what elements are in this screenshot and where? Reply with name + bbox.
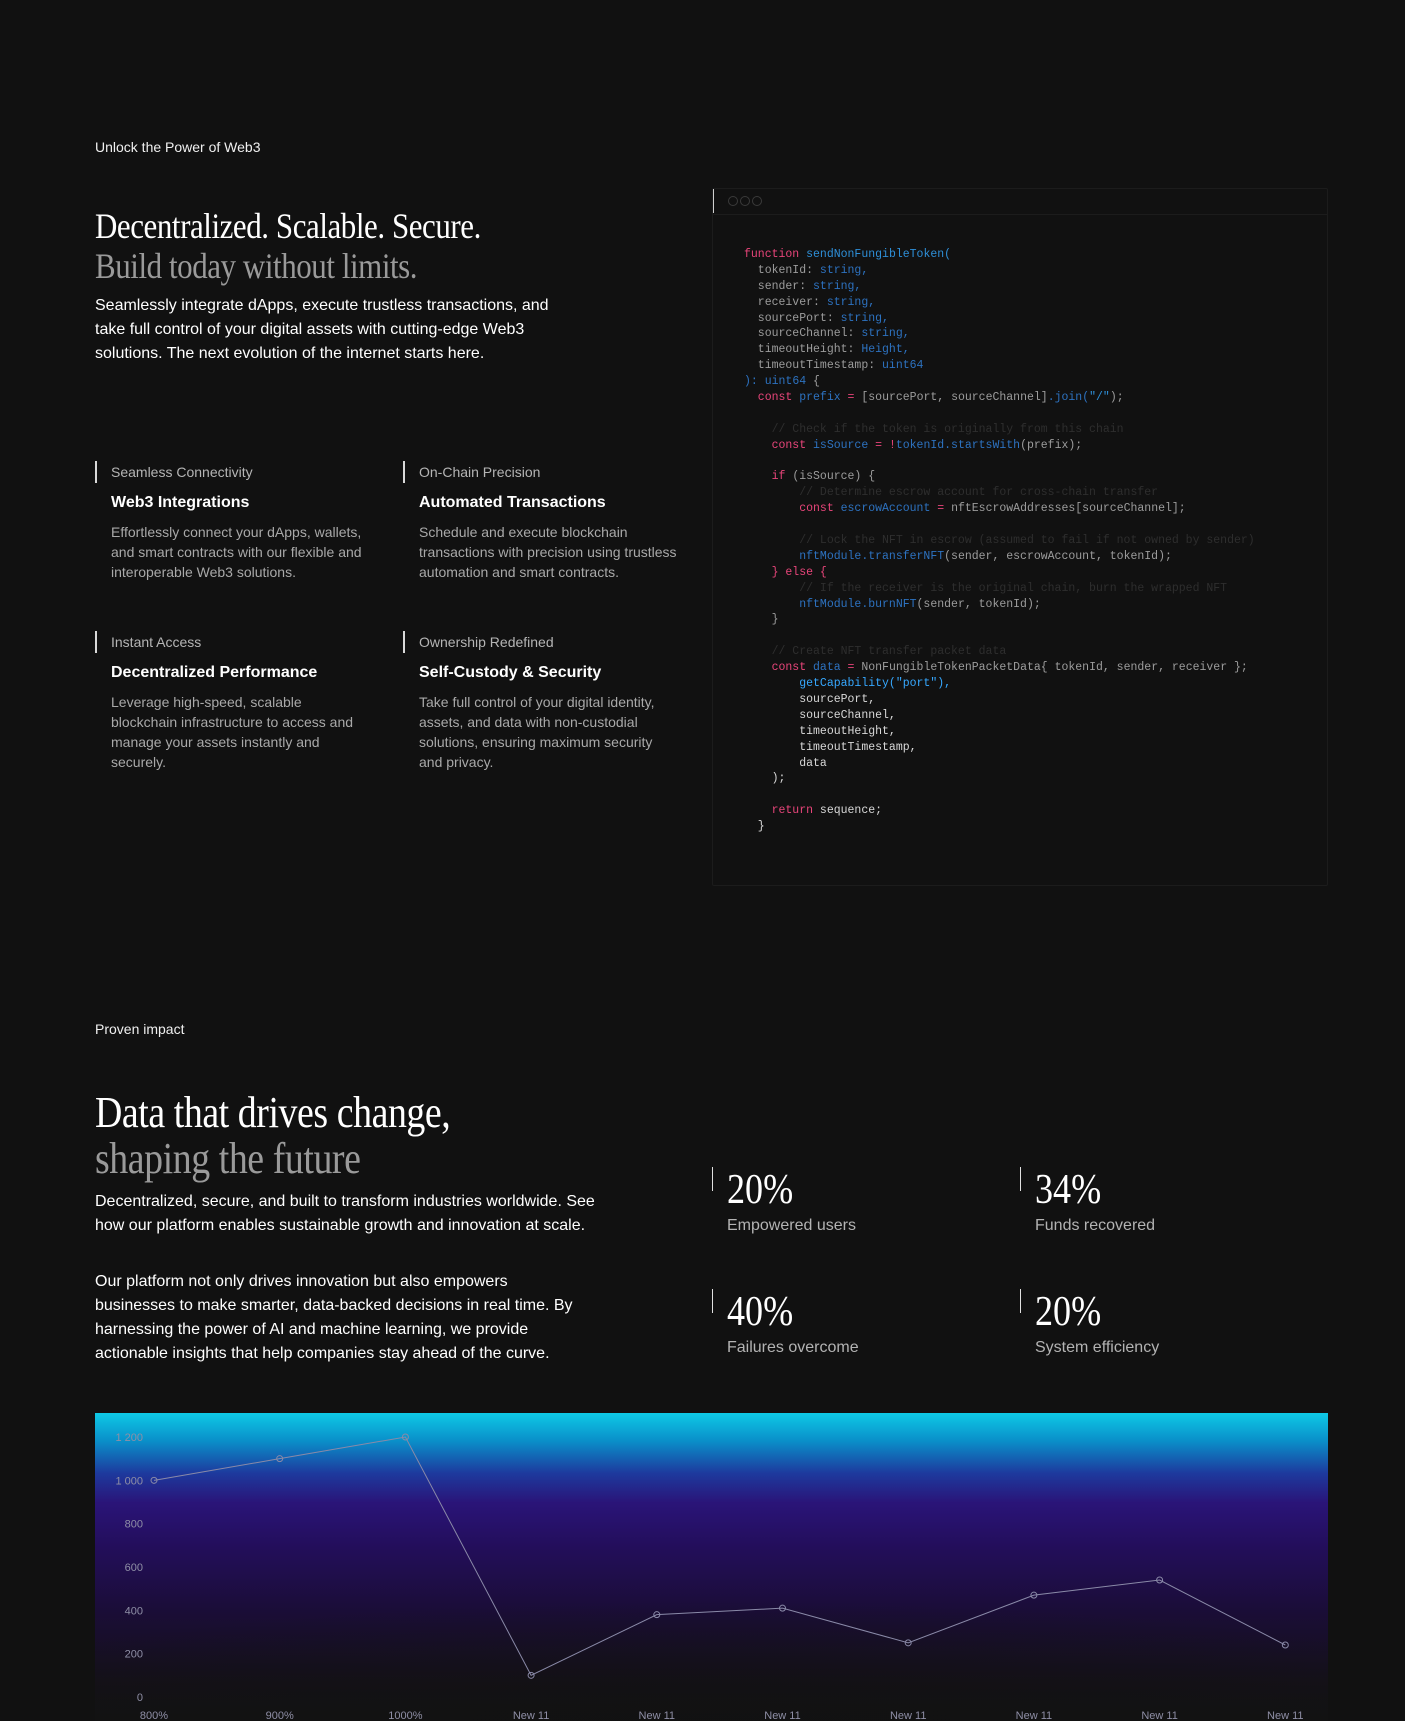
code-token: } — [744, 820, 765, 834]
x-tick-label: New 11 — [1267, 1710, 1304, 1721]
code-token: const — [744, 438, 814, 452]
stat-item — [712, 1289, 1012, 1357]
code-token: sequence; — [819, 804, 883, 818]
code-token: uint64 — [882, 359, 924, 373]
code-token: nftModule.burnNFT — [744, 597, 917, 611]
code-line — [744, 676, 1255, 692]
code-token: = — [840, 661, 862, 675]
accent-bar — [403, 461, 405, 483]
feature-card — [95, 461, 370, 582]
code-line — [744, 422, 1255, 438]
x-tick-label: New 11 — [889, 1710, 927, 1721]
code-line — [744, 724, 1255, 740]
accent-bar — [712, 1289, 713, 1313]
code-line — [744, 501, 1255, 517]
code-line — [744, 549, 1255, 565]
code-token: .join( — [1047, 391, 1090, 405]
code-token: sourcePort: — [744, 311, 841, 325]
code-token: function — [744, 248, 807, 261]
code-token: Height, — [861, 343, 910, 357]
feature-category: Ownership Redefined — [419, 634, 554, 650]
stat-label: Funds recovered — [1035, 1217, 1156, 1234]
code-token: sendNonFungibleToken( — [806, 248, 952, 261]
code-line — [744, 311, 1255, 327]
circle-icon[interactable] — [752, 196, 762, 206]
code-token: // Determine escrow account for cross-chain transfer — [744, 486, 1159, 500]
stat-item — [1020, 1167, 1320, 1235]
headline-primary: Decentralized. Scalable. Secure. — [95, 206, 481, 246]
stat-label: Empowered users — [727, 1217, 856, 1234]
code-token: string, — [813, 279, 862, 293]
code-token: sourceChannel: — [744, 327, 862, 341]
code-token: ); — [744, 772, 786, 786]
code-line — [744, 612, 1255, 628]
y-tick-label: 600 — [124, 1562, 143, 1574]
code-token: { — [806, 375, 820, 389]
code-token: // If the receiver is the original chain, burn the wrapped NFT — [744, 581, 1228, 595]
stat-value: 34% — [1035, 1167, 1102, 1213]
code-line — [744, 628, 1255, 644]
code-line — [744, 247, 1255, 263]
code-token: escrowAccount — [840, 502, 931, 516]
feature-title: Automated Transactions — [419, 494, 606, 511]
code-token: ); — [1109, 391, 1124, 405]
code-token: return — [744, 804, 820, 818]
code-token: nftModule.transferNFT — [744, 549, 945, 563]
code-token: // Check if the token is originally from this chain — [744, 422, 1124, 436]
feature-title: Web3 Integrations — [111, 494, 250, 511]
code-token: (isSource) { — [792, 470, 876, 484]
code-token: isSource — [813, 438, 869, 452]
page-title — [95, 206, 481, 286]
stat-value: 20% — [1035, 1289, 1102, 1335]
y-tick-label: 1 000 — [115, 1475, 143, 1488]
code-token: // Lock the NFT in escrow (assumed to fail if not owned by sender) — [744, 534, 1255, 548]
code-window-titlebar — [713, 189, 1327, 215]
feature-card — [403, 631, 678, 772]
headline-secondary: Build today without limits. — [95, 246, 418, 286]
code-line — [744, 692, 1255, 708]
code-token: string, — [840, 311, 889, 325]
feature-description: Schedule and execute blockchain transactions with precision using trustless automation and smart contracts. — [419, 524, 677, 580]
code-window — [712, 188, 1328, 886]
stat-label: Failures overcome — [727, 1339, 859, 1356]
chart-svg — [95, 1413, 1328, 1721]
code-line — [744, 485, 1255, 501]
code-token: if — [744, 470, 793, 484]
circle-icon[interactable] — [728, 196, 738, 206]
accent-bar — [1020, 1289, 1021, 1313]
code-line — [744, 803, 1255, 819]
y-tick-label: 200 — [124, 1648, 143, 1661]
y-tick-label: 400 — [124, 1605, 143, 1618]
stat-label: System efficiency — [1035, 1339, 1160, 1356]
x-tick-label: New 11 — [1015, 1710, 1053, 1721]
accent-bar — [1020, 1167, 1021, 1191]
code-line — [744, 756, 1255, 772]
code-token: const — [744, 391, 800, 405]
x-tick-label: New 11 — [512, 1710, 550, 1721]
code-token: sender: — [744, 279, 814, 293]
code-token: timeoutTimestamp: — [744, 359, 883, 373]
code-line — [744, 358, 1255, 374]
code-line — [744, 771, 1255, 787]
code-line — [744, 644, 1255, 660]
code-line — [744, 406, 1255, 422]
code-line — [744, 342, 1255, 358]
y-tick-label: 0 — [136, 1692, 143, 1704]
code-line — [744, 660, 1255, 676]
stat-value: 20% — [727, 1167, 794, 1213]
stat-item — [712, 1167, 1012, 1235]
code-line — [744, 454, 1255, 470]
code-token: = ! — [868, 438, 896, 452]
code-line — [744, 708, 1255, 724]
code-token: tokenId.startsWith — [895, 438, 1021, 452]
section-eyebrow: Unlock the Power of Web3 — [95, 139, 261, 155]
code-line — [744, 279, 1255, 295]
code-token: timeoutTimestamp, — [744, 740, 917, 754]
headline-secondary: shaping the future — [95, 1134, 361, 1183]
series-line — [154, 1437, 1285, 1675]
code-token: string, — [861, 327, 910, 341]
code-token: nftEscrowAddresses[sourceChannel]; — [951, 502, 1186, 516]
accent-bar — [403, 631, 405, 653]
feature-title: Self-Custody & Security — [419, 664, 602, 681]
code-token: string, — [826, 295, 876, 309]
code-token: ): — [744, 375, 765, 389]
code-token: sourcePort, — [744, 692, 876, 706]
code-block — [744, 247, 1255, 835]
stat-item — [1020, 1289, 1320, 1357]
line-chart — [95, 1413, 1328, 1721]
code-line — [744, 819, 1255, 835]
code-token: string, — [819, 263, 869, 277]
section-body: Our platform not only drives innovation but also empowers businesses to make smarter, data-backed decisions in real time. By harnessing the power of AI and machine learning, we provide actionable insights that help companies stay ahead of the curve. — [95, 1273, 573, 1362]
code-line — [744, 581, 1255, 597]
code-token: data — [744, 756, 827, 770]
y-tick-label: 1 200 — [115, 1432, 143, 1444]
code-token: "/" — [1089, 391, 1110, 405]
code-token: (sender, escrowAccount, tokenId); — [944, 549, 1172, 563]
stat-value: 40% — [727, 1289, 794, 1335]
code-token: getCapability("port"), — [744, 677, 952, 691]
feature-category: Instant Access — [111, 634, 202, 650]
code-line — [744, 740, 1255, 756]
code-line — [744, 469, 1255, 485]
code-token: = — [840, 391, 862, 405]
x-tick-label: 1000% — [388, 1710, 423, 1721]
feature-category: On-Chain Precision — [419, 464, 541, 480]
code-token: // Create NFT transfer packet data — [744, 645, 1007, 659]
code-line — [744, 374, 1255, 390]
code-token: const — [744, 502, 841, 516]
y-tick-label: 800 — [124, 1518, 143, 1531]
window-controls — [728, 196, 762, 206]
code-line — [744, 326, 1255, 342]
code-token: timeoutHeight: — [744, 343, 862, 357]
code-token: NonFungibleTokenPacketData{ tokenId, sender, receiver }; — [861, 661, 1248, 675]
feature-card — [403, 461, 678, 582]
code-line — [744, 565, 1255, 581]
feature-category: Seamless Connectivity — [111, 464, 253, 480]
code-token: sourceChannel, — [744, 708, 896, 722]
x-tick-label: 900% — [265, 1710, 294, 1721]
feature-description: Effortlessly connect your dApps, wallets, and smart contracts with our flexible and interoperable Web3 solutions. — [111, 524, 362, 580]
section-eyebrow: Proven impact — [95, 1021, 185, 1037]
code-token: (prefix); — [1020, 438, 1083, 452]
code-token: (sender, tokenId); — [916, 597, 1041, 611]
code-line — [744, 263, 1255, 279]
circle-icon[interactable] — [740, 196, 750, 206]
x-tick-label: New 11 — [1141, 1710, 1178, 1721]
code-token: prefix — [799, 391, 841, 405]
code-token: = — [930, 502, 952, 516]
code-token: [sourcePort, sourceChannel] — [861, 391, 1048, 405]
code-token: tokenId: — [744, 263, 820, 277]
code-token: const — [744, 661, 814, 675]
code-line — [744, 295, 1255, 311]
accent-bar — [712, 1167, 713, 1191]
section-lead: Decentralized, secure, and built to transform industries worldwide. See how our platform enables sustainable growth and innovation at scale. — [95, 1193, 595, 1234]
accent-bar — [95, 631, 97, 653]
section-title — [95, 1090, 450, 1182]
code-line — [744, 597, 1255, 613]
code-token: data — [813, 661, 841, 675]
x-tick-label: New 11 — [764, 1710, 801, 1721]
feature-description: Leverage high-speed, scalable blockchain infrastructure to access and manage your assets instantly and securely. — [111, 694, 354, 770]
x-tick-label: 800% — [139, 1710, 169, 1721]
code-line — [744, 438, 1255, 454]
intro-paragraph: Seamlessly integrate dApps, execute trustless transactions, and take full control of your digital assets with cutting-edge Web3 solutions. The next evolution of the internet starts here. — [95, 297, 549, 362]
code-token: receiver: — [744, 295, 827, 309]
code-token: uint64 — [764, 375, 807, 389]
headline-primary: Data that drives change, — [95, 1088, 451, 1137]
code-token: } — [744, 613, 779, 627]
code-line — [744, 533, 1255, 549]
x-tick-label: New 11 — [638, 1710, 676, 1721]
code-line — [744, 390, 1255, 406]
code-token: } else { — [744, 565, 827, 579]
feature-title: Decentralized Performance — [111, 664, 318, 681]
feature-card — [95, 631, 370, 772]
code-line — [744, 787, 1255, 803]
accent-bar — [713, 189, 714, 213]
feature-description: Take full control of your digital identity, assets, and data with non-custodial solutions, ensuring maximum security and privacy. — [419, 694, 655, 770]
code-token: timeoutHeight, — [744, 724, 896, 738]
code-line — [744, 517, 1255, 533]
accent-bar — [95, 461, 97, 483]
